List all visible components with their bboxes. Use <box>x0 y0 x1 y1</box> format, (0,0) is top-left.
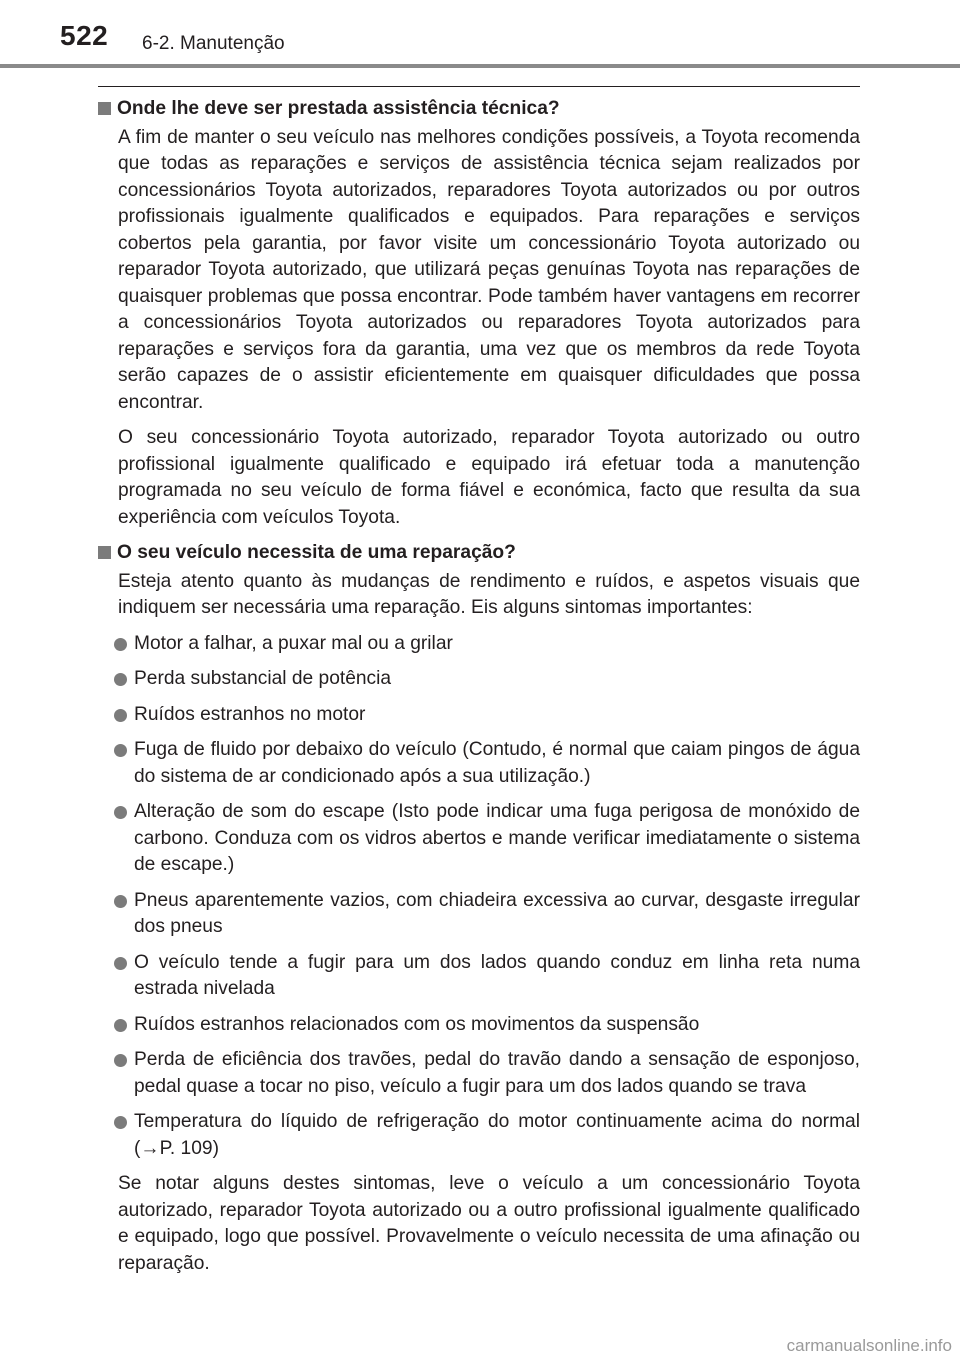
list-item: Perda de eficiência dos travões, pedal do travão dando a sensação de esponjoso, pedal quase a tocar no piso, veículo a fugir para um dos lados quando se trava <box>98 1047 860 1100</box>
section-heading-text: O seu veículo necessita de uma reparação? <box>117 542 516 563</box>
square-bullet-icon <box>98 102 111 115</box>
circle-bullet-icon <box>114 1116 127 1129</box>
paragraph: O seu concessionário Toyota autorizado, reparador Toyota autorizado ou outro profissional igualmente qualificado e equipado irá efetuar toda a manutenção programada no seu veículo de forma fiável e económica, facto que resulta da sua experiência com veículos Toyota. <box>118 427 860 528</box>
square-bullet-icon <box>98 546 111 559</box>
list-item: Motor a falhar, a puxar mal ou a grilar <box>98 631 860 658</box>
section-title: 6-2. Manutenção <box>142 33 285 54</box>
section-heading <box>98 96 860 123</box>
list-item: Ruídos estranhos relacionados com os movimentos da suspensão <box>98 1012 860 1039</box>
section-service-location <box>98 96 860 531</box>
circle-bullet-icon <box>114 638 127 651</box>
list-item: Ruídos estranhos no motor <box>98 702 860 729</box>
list-item: O veículo tende a fugir para um dos lados quando conduz em linha reta numa estrada nivelada <box>98 950 860 1003</box>
circle-bullet-icon <box>114 806 127 819</box>
circle-bullet-icon <box>114 744 127 757</box>
header-rule <box>0 64 960 68</box>
circle-bullet-icon <box>114 709 127 722</box>
list-item: Fuga de fluido por debaixo do veículo (Contudo, é normal que caiam pingos de água do sistema de ar condicionado após a sua utilização.) <box>98 737 860 790</box>
page-content <box>98 96 860 1286</box>
paragraph: A fim de manter o seu veículo nas melhores condições possíveis, a Toyota recomenda que todas as reparações e serviços de assistência técnica sejam realizados por concessionários Toyota autorizados, reparadores Toyota autorizados ou por outros profissionais igualmente qualificados e equipados. Para reparações e serviços cobertos pela garantia, por favor visite um concessionário Toyota autorizado ou reparador Toyota autorizado, que utilizará peças genuínas Toyota nas reparações de quaisquer problemas que possa encontrar. Pode também haver vantagens em recorrer a concessionários Toyota autorizados ou reparadores Toyota autorizados para reparações e serviços fora da garantia, uma vez que os membros da rede Toyota serão capazes de o assistir eficientemente em quaisquer dificuldades que possa encontrar. <box>118 126 860 413</box>
paragraph: Esteja atento quanto às mudanças de rendimento e ruídos, e aspetos visuais que indiquem ser necessária uma reparação. Eis alguns sintomas importantes: <box>118 570 860 618</box>
circle-bullet-icon <box>114 1019 127 1032</box>
watermark: carmanualsonline.info <box>786 1336 952 1355</box>
page-number: 522 <box>60 20 109 51</box>
circle-bullet-icon <box>114 895 127 908</box>
list-item: Alteração de som do escape (Isto pode indicar uma fuga perigosa de monóxido de carbono. Conduza com os vidros abertos e mande verificar imediatamente o sistema de escape.) <box>98 799 860 879</box>
section-repair-needed <box>98 540 860 1277</box>
closing-paragraph: Se notar alguns destes sintomas, leve o veículo a um concessionário Toyota autorizado, reparador Toyota autorizado ou a outro profissional igualmente qualificado e equipado, logo que possível. Provavelmente o veículo necessita de uma afinação ou reparação. <box>118 1173 860 1274</box>
circle-bullet-icon <box>114 673 127 686</box>
list-item: Temperatura do líquido de refrigeração do motor continuamente acima do normal (→P. 109) <box>98 1109 860 1162</box>
section-heading-text: Onde lhe deve ser prestada assistência técnica? <box>117 98 560 119</box>
circle-bullet-icon <box>114 1054 127 1067</box>
section-heading <box>98 540 860 567</box>
circle-bullet-icon <box>114 957 127 970</box>
symptom-list <box>98 631 860 1163</box>
list-item: Pneus aparentemente vazios, com chiadeira excessiva ao curvar, desgaste irregular dos pneus <box>98 888 860 941</box>
content-rule <box>98 86 860 87</box>
list-item: Perda substancial de potência <box>98 666 860 693</box>
